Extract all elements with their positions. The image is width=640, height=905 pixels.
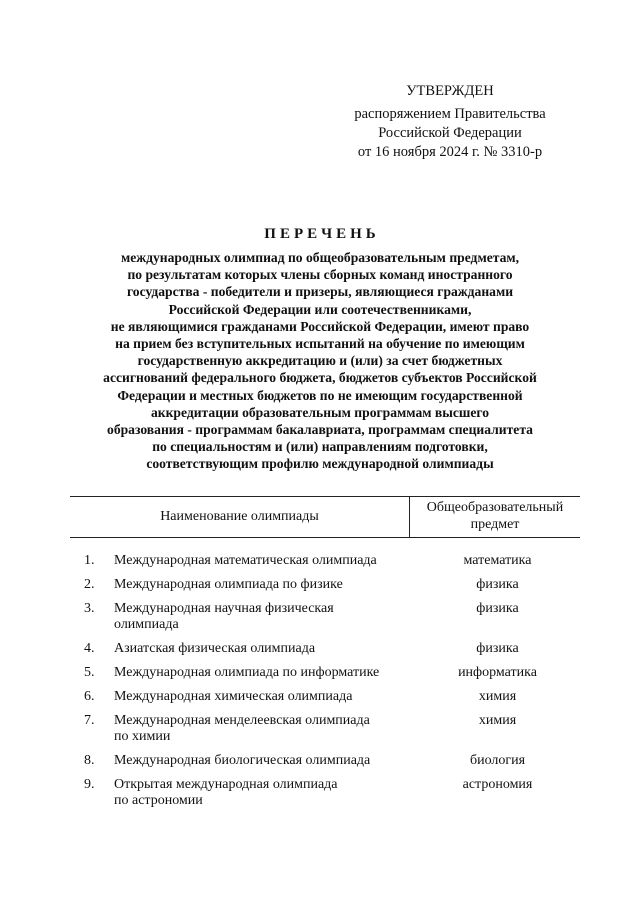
row-number: 2. [84,577,95,592]
olympiad-name-line: Открытая международная олимпиада [114,777,338,792]
approval-title: УТВЕРЖДЕН [406,83,494,99]
subtitle-line: Федерации и местных бюджетов по не имеющим государственной [117,387,523,403]
header-olympiad-name: Наименование олимпиады [160,509,319,524]
table-header [70,496,580,538]
row-number: 5. [84,665,95,680]
subtitle-line: на прием без вступительных испытаний на обучение по имеющим [115,336,525,352]
olympiad-subject: физика [476,641,519,656]
olympiad-name-line: Международная менделеевская олимпиада [114,713,370,728]
olympiad-name [114,641,414,657]
olympiad-name-line: Международная олимпиада по физике [114,577,343,592]
olympiad-name [114,577,414,593]
olympiad-name [114,713,414,745]
olympiad-name-line: Международная научная физическая [114,601,334,616]
olympiad-table [70,496,580,817]
document-title: ПЕРЕЧЕНЬ [264,226,380,242]
subtitle-line: по специальностям и (или) направлениям подготовки, [152,439,488,455]
subtitle-line: соответствующим профилю международной олимпиады [146,456,494,472]
olympiad-subject: физика [476,577,519,592]
approval-line: распоряжением Правительства [354,106,546,122]
subtitle-line: ассигнований федерального бюджета, бюджетов субъектов Российской [103,370,537,386]
subtitle-line: государственную аккредитацию и (или) за счет бюджетных [137,353,503,369]
olympiad-name [114,601,414,633]
table-row [70,577,580,601]
row-number: 4. [84,641,95,656]
approval-block [340,82,560,162]
subtitle-line: по результатам которых члены сборных команд иностранного [127,267,513,283]
header-subject-line: Общеобразовательный [426,500,564,515]
subtitle-line: государства - победители и призеры, являющиеся гражданами [126,284,514,300]
olympiad-name-line: Международная биологическая олимпиада [114,753,371,768]
row-number: 1. [84,553,95,568]
olympiad-name [114,777,414,809]
subtitle-line: образования - программам бакалавриата, программам специалитета [107,422,533,438]
table-body [70,553,580,817]
subtitle-line: не являющимися гражданами Российской Федерации, имеют право [110,318,530,334]
row-number: 7. [84,713,95,728]
olympiad-name-line: Международная химическая олимпиада [114,689,353,704]
olympiad-name-line: олимпиада [114,617,179,632]
olympiad-name-line: Международная математическая олимпиада [114,553,377,568]
olympiad-name-line: Международная олимпиада по информатике [114,665,380,680]
row-number: 6. [84,689,95,704]
subtitle-line: Российской Федерации или соотечественниками, [168,301,472,317]
olympiad-name [114,689,414,705]
header-subject-line: предмет [470,517,520,532]
row-number: 8. [84,753,95,768]
table-row [70,641,580,665]
olympiad-subject: физика [476,601,519,616]
subtitle-line: аккредитации образовательным программам высшего [150,404,490,420]
table-row [70,601,580,641]
olympiad-subject: астрономия [462,777,533,792]
olympiad-subject: математика [463,553,532,568]
olympiad-name-line: по химии [114,729,171,744]
table-row [70,553,580,577]
olympiad-name [114,753,414,769]
table-row [70,689,580,713]
header-subject [409,497,580,537]
table-row [70,713,580,753]
subtitle-line: международных олимпиад по общеобразовательным предметам, [120,250,520,265]
olympiad-subject: химия [478,689,517,704]
table-row [70,665,580,689]
olympiad-name-line: по астрономии [114,793,203,808]
olympiad-name [114,665,414,681]
row-number: 3. [84,601,95,616]
row-number: 9. [84,777,95,792]
olympiad-name [114,553,414,569]
olympiad-name-line: Азиатская физическая олимпиада [114,641,316,656]
olympiad-subject: химия [478,713,517,728]
table-row [70,777,580,817]
olympiad-subject: информатика [458,665,537,680]
approval-line: Российской Федерации [378,125,522,141]
document-subtitle [60,249,580,473]
table-row [70,753,580,777]
olympiad-subject: биология [469,753,526,768]
approval-line: от 16 ноября 2024 г. № 3310-р [357,144,543,160]
